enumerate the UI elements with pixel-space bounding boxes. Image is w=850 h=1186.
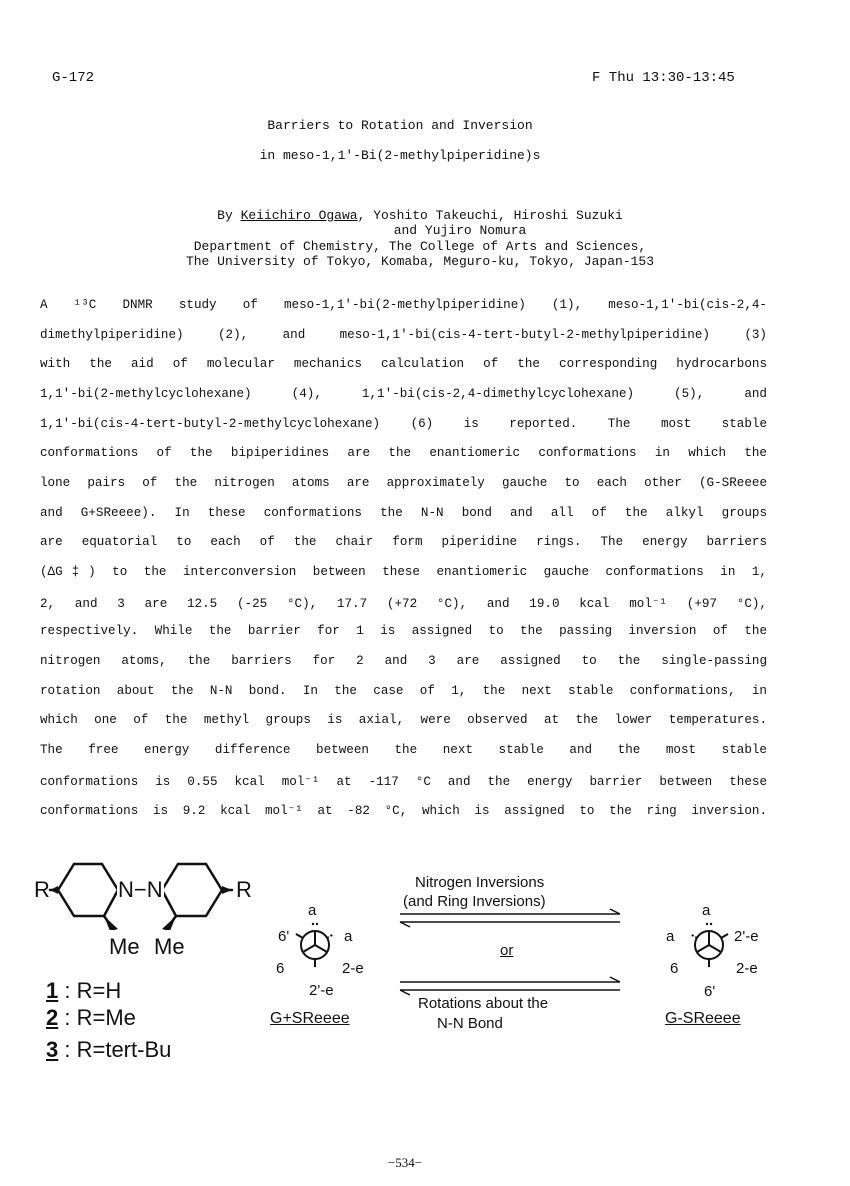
- me-right-label: Me: [154, 934, 185, 959]
- compound-2: 2 : R=Me: [46, 1005, 136, 1030]
- by-label: By: [217, 208, 233, 223]
- paper-title-line2: in meso-1,1'-Bi(2-methylpiperidine)s: [259, 148, 541, 163]
- compound-label: R=tert-Bu: [76, 1037, 172, 1062]
- session-time: F Thu 13:30-13:45: [592, 70, 735, 86]
- newman-left-upper-right: a: [344, 928, 353, 945]
- abstract-line: 1,1'-bi(2-methylcyclohexane) (4), 1,1'-bi(cis-2,4-dimethylcyclohexane) (5), and: [40, 387, 767, 401]
- abstract-line: conformations of the bipiperidines are the enantiomeric conformations in which the: [40, 446, 767, 460]
- compound-number: 2: [46, 1005, 59, 1030]
- affiliation-line1: Department of Chemistry, The College of Arts and Sciences,: [193, 239, 647, 254]
- newman-projection-right: [684, 915, 734, 975]
- paper-title-line1: Barriers to Rotation and Inversion: [267, 118, 533, 133]
- newman-right-top: a: [702, 902, 711, 919]
- arrow-top-label-line2: (and Ring Inversions): [403, 893, 546, 910]
- n-n-bond-label: N−N: [118, 877, 163, 902]
- author-line: [0, 208, 840, 223]
- abstract-line: dimethylpiperidine) (2), and meso-1,1'-bi(cis-4-tert-butyl-2-methylpiperidine) (3): [40, 328, 767, 342]
- abstract-line: which one of the methyl groups is axial, were observed at the lower temperatures.: [40, 713, 767, 727]
- newman-left-lower-right: 2-e: [342, 960, 364, 977]
- compound-label: R=H: [76, 978, 122, 1003]
- r-right-label: R: [236, 877, 252, 902]
- compound-3: 3 : R=tert-Bu: [46, 1037, 172, 1062]
- me-left-label: Me: [109, 934, 140, 959]
- arrow-bottom-label-line1: Rotations about the: [418, 995, 549, 1012]
- or-label: or: [500, 942, 514, 959]
- arrow-bottom-label-line2: N-N Bond: [437, 1015, 503, 1032]
- newman-right-lower-left: 6: [670, 960, 679, 977]
- equilibrium-arrows-top: [398, 908, 624, 928]
- abstract-line: respectively. While the barrier for 1 is assigned to the passing inversion of the: [40, 624, 767, 638]
- abstract-line: 2, and 3 are 12.5 (-25 °C), 17.7 (+72 °C), and 19.0 kcal mol⁻¹ (+97 °C),: [40, 597, 767, 611]
- abstract-line: rotation about the N-N bond. In the case of 1, the next stable conformations, in: [40, 684, 767, 698]
- newman-right-upper-right: 2'-e: [734, 928, 759, 945]
- arrow-top-label-line1: Nitrogen Inversions: [415, 874, 545, 891]
- conformer-label-right: G-SReeee: [665, 1010, 741, 1027]
- co-authors: , Yoshito Takeuchi, Hiroshi Suzuki: [357, 208, 623, 223]
- newman-left-top: a: [308, 902, 317, 919]
- author-line2: and Yujiro Nomura: [393, 223, 527, 238]
- newman-right-bottom: 6': [704, 983, 716, 1000]
- compound-number: 3: [46, 1037, 59, 1062]
- newman-right-upper-left: a: [666, 928, 675, 945]
- newman-left-lower-left: 6: [276, 960, 285, 977]
- abstract-line: conformations is 9.2 kcal mol⁻¹ at -82 °C, which is assigned to the ring inversion.: [40, 804, 767, 818]
- abstract-line: and G+SReeee). In these conformations the N-N bond and all of the alkyl groups: [40, 506, 767, 520]
- newman-left-upper-left: 6': [278, 928, 290, 945]
- abstract-line: conformations is 0.55 kcal mol⁻¹ at -117 °C and the energy barrier between these: [40, 775, 767, 789]
- compound-label: R=Me: [76, 1005, 136, 1030]
- abstract-line: 1,1'-bi(cis-4-tert-butyl-2-methylcyclohexane) (6) is reported. The most stable: [40, 417, 767, 431]
- conformer-label-left: G+SReeee: [270, 1010, 350, 1027]
- session-code: G-172: [52, 70, 95, 86]
- abstract-line: The free energy difference between the next stable and the most stable: [40, 743, 767, 757]
- abstract-line: are equatorial to each of the chair form piperidine rings. The energy barriers: [40, 535, 767, 549]
- abstract-line: nitrogen atoms, the barriers for 2 and 3 are assigned to the single-passing: [40, 654, 767, 668]
- newman-projection-left: [290, 915, 340, 975]
- newman-left-bottom: 2'-e: [309, 982, 334, 999]
- newman-right-lower-right: 2-e: [736, 960, 758, 977]
- abstract-line: lone pairs of the nitrogen atoms are approximately gauche to each other (G-SReeee: [40, 476, 767, 490]
- r-left-label: R: [34, 877, 50, 902]
- compound-1: 1 : R=H: [46, 978, 122, 1003]
- abstract-line: with the aid of molecular mechanics calculation of the corresponding hydrocarbons: [40, 357, 767, 371]
- compound-number: 1: [46, 978, 59, 1003]
- equilibrium-arrows-bottom: [398, 976, 624, 996]
- page-number: −534−: [387, 1155, 423, 1170]
- presenting-author: Keiichiro Ogawa: [240, 208, 358, 223]
- abstract-line: A ¹³C DNMR study of meso-1,1'-bi(2-methylpiperidine) (1), meso-1,1'-bi(cis-2,4-: [40, 298, 767, 312]
- abstract-line: (ΔG‡) to the interconversion between these enantiomeric gauche conformations in 1,: [40, 565, 767, 579]
- affiliation-line2: The University of Tokyo, Komaba, Meguro-ku, Tokyo, Japan-153: [185, 254, 655, 269]
